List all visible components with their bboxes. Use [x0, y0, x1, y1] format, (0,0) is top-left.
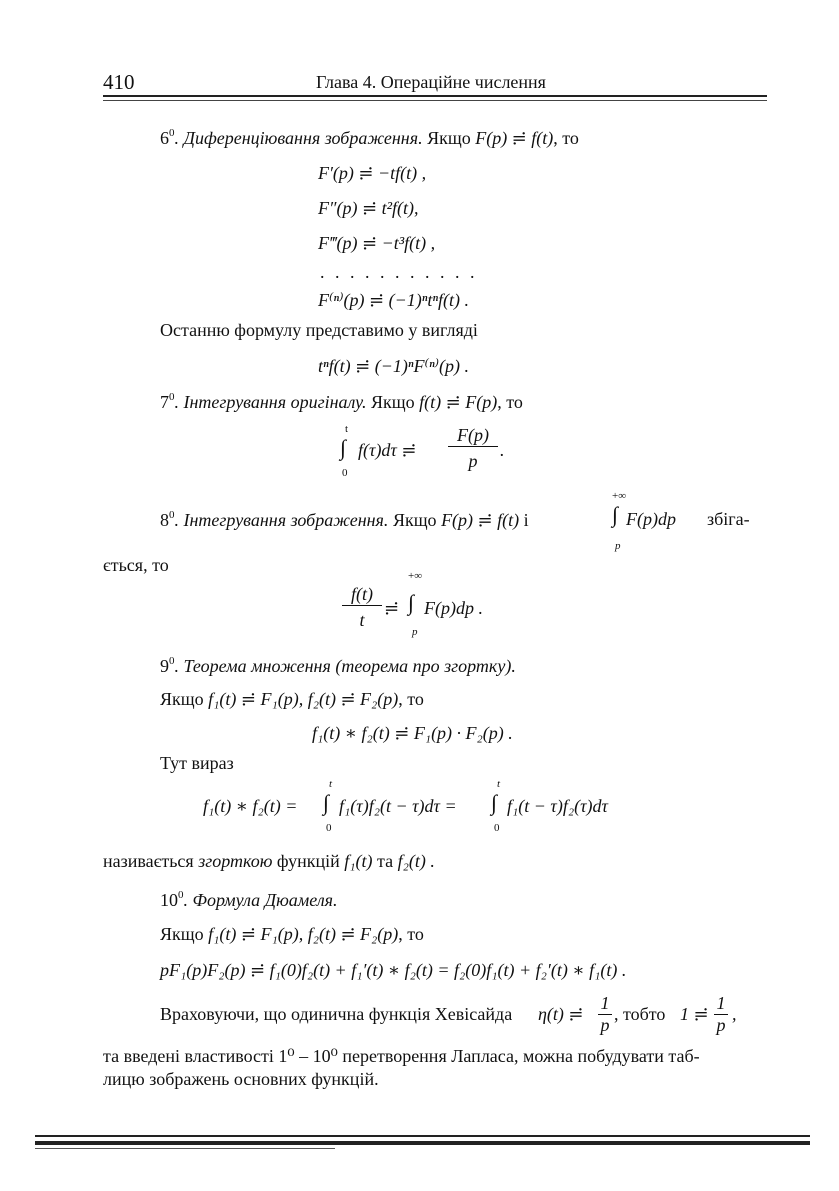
- section-9-heading: $9^0$. Теорема множення (теорема про згортку).: [160, 655, 516, 676]
- chapter-title: Глава 4. Операційне числення: [316, 72, 546, 92]
- integral-lower-limit: 0: [494, 822, 500, 834]
- footer-rule: [35, 1135, 810, 1137]
- integral-upper-limit: +∞: [408, 570, 423, 582]
- footer-rule-thin: [35, 1148, 335, 1149]
- fraction-denominator: t: [359, 610, 365, 630]
- integral-lower-limit: 0: [326, 822, 332, 834]
- paragraph-text: Останню формулу представимо у вигляді: [160, 320, 478, 340]
- fraction-numerator: 1: [714, 993, 728, 1015]
- integrand: F(p)dp .: [424, 598, 483, 618]
- formula-dots: . . . . . . . . . . .: [320, 262, 478, 282]
- formula-line-1: F′(p) ≓ −tf(t) ,: [318, 163, 427, 183]
- fraction-denominator: p: [468, 451, 478, 471]
- section-9-condition: Якщо f₁(t) ≓ F₁(p), f₂(t) ≓ F₂(p), то: [160, 689, 424, 709]
- fraction-denominator: p: [716, 1015, 726, 1035]
- integral-upper-limit: t: [345, 423, 349, 435]
- closing-line-3: лицю зображень основних функцій.: [103, 1069, 379, 1089]
- convolution-called: називається згорткою функцій f₁(t) та f₂(t) .: [103, 851, 435, 871]
- closing-tobto: , тобто: [614, 1004, 666, 1024]
- heaviside-eta: η(t) ≓: [538, 1004, 584, 1024]
- header-rule: [103, 95, 767, 97]
- fraction-numerator: 1: [598, 993, 612, 1015]
- footer-rule-thick: [35, 1141, 810, 1145]
- formula-line-n: F⁽ⁿ⁾(p) ≓ (−1)ⁿtⁿf(t) .: [318, 290, 470, 310]
- formula-line-inverse: tⁿf(t) ≓ (−1)ⁿF⁽ⁿ⁾(p) .: [318, 356, 470, 376]
- integral-upper-limit: t: [497, 778, 501, 790]
- integrand: F(p)dp: [626, 509, 676, 529]
- closing-line-2: та введені властивості 1⁰ – 10⁰ перетворення Лапласа, можна побудувати таб-: [103, 1046, 700, 1066]
- convolution-definition: [203, 778, 763, 838]
- fraction-numerator: F(p): [448, 425, 498, 447]
- duhamel-formula: pF₁(p)F₂(p) ≓ f₁(0)f₂(t) + f₁′(t) ∗ f₂(t) = f₂(0)f₁(t) + f₂′(t) ∗ f₁(t) .: [160, 960, 627, 980]
- closing-line-1: Враховуючи, що одинична функція Хевісайда: [160, 1004, 513, 1024]
- convolution-theorem: f₁(t) ∗ f₂(t) ≓ F₁(p) · F₂(p) .: [312, 723, 513, 743]
- integral-formula-7: [340, 423, 540, 483]
- correspondence-sign: ≓: [384, 598, 400, 618]
- comma: ,: [732, 1004, 737, 1024]
- integral-lower-limit: p: [615, 540, 621, 552]
- section-8-heading: $8^0$. Інтегрування зображення. Якщо F(p) ≓ f(t) і: [160, 509, 529, 530]
- page-number: 410: [103, 70, 135, 94]
- formula-line-3: F‴(p) ≓ −t³f(t) ,: [318, 233, 436, 253]
- integral-formula-8: [342, 570, 562, 640]
- integral-sign: ∫: [323, 790, 330, 815]
- integrand: f(τ)dτ ≓: [358, 440, 417, 460]
- section-6-heading: $6^0$. Диференціювання зображення. Якщо F(p) ≓ f(t), то: [160, 127, 579, 148]
- integral-inline-8: [612, 490, 772, 550]
- integral-sign: ∫: [340, 435, 347, 460]
- one-equals: 1 ≓: [680, 1004, 709, 1024]
- section-10-heading: $10^0$. Формула Дюамеля.: [160, 889, 338, 910]
- integral-upper-limit: t: [329, 778, 333, 790]
- header-rule-thin: [103, 100, 767, 101]
- integral-1: f₁(τ)f₂(t − τ)dτ =: [339, 796, 457, 816]
- section-7-heading: $7^0$. Інтегрування оригіналу. Якщо f(t) ≓ F(p), то: [160, 391, 523, 412]
- formula-line-2: F″(p) ≓ t²f(t),: [318, 198, 419, 218]
- section-10-condition: Якщо f₁(t) ≓ F₁(p), f₂(t) ≓ F₂(p), то: [160, 924, 424, 944]
- fraction-numerator: f(t): [342, 584, 382, 606]
- integral-lower-limit: p: [412, 626, 418, 638]
- integral-sign: ∫: [408, 590, 415, 615]
- integral-sign: ∫: [491, 790, 498, 815]
- continuation-text: ється, то: [103, 555, 169, 575]
- fraction-denominator: p: [600, 1015, 610, 1035]
- integral-lower-limit: 0: [342, 467, 348, 479]
- period: .: [500, 440, 505, 460]
- integral-upper-limit: +∞: [612, 490, 627, 502]
- integral-2: f₁(t − τ)f₂(τ)dτ: [507, 796, 608, 816]
- hyphenated-word: збіга-: [707, 509, 750, 529]
- convolution-lhs: f₁(t) ∗ f₂(t) =: [203, 796, 298, 816]
- paragraph-text: Тут вираз: [160, 753, 234, 773]
- integral-sign: ∫: [612, 502, 619, 527]
- heaviside-formula: [538, 993, 778, 1043]
